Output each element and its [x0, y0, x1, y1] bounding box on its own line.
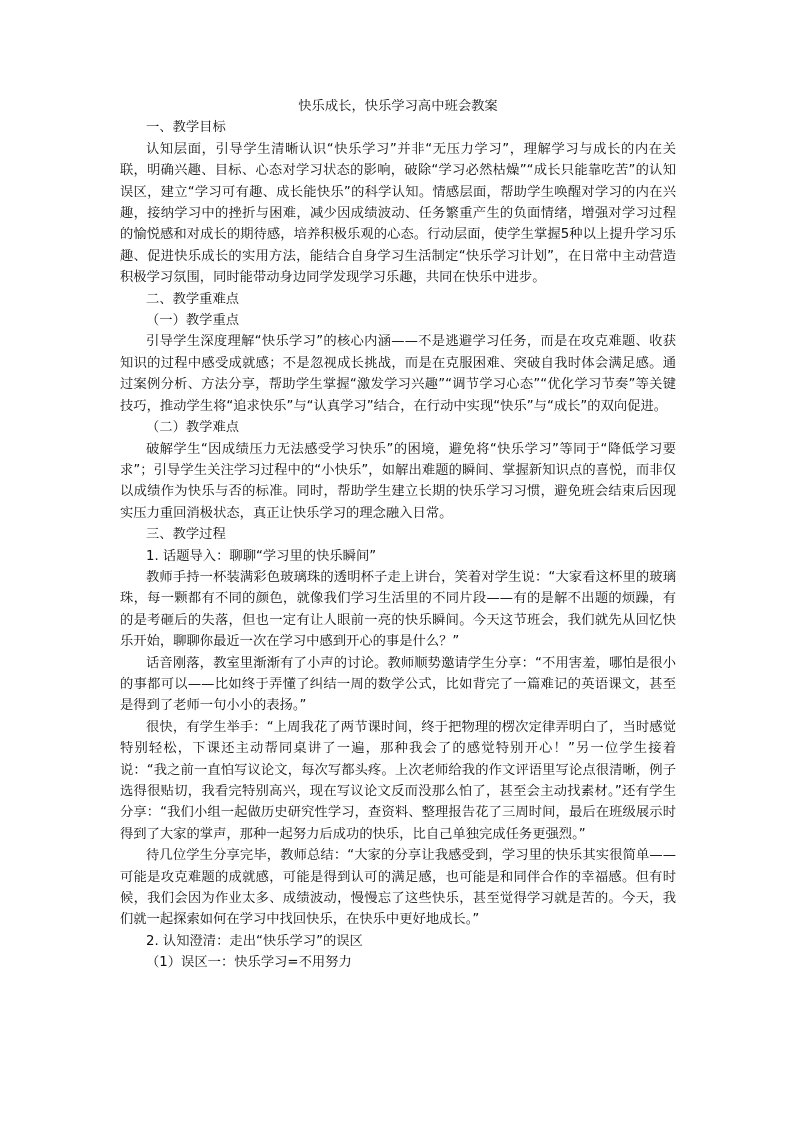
section-heading-key-points: 二、教学重难点 [146, 291, 240, 307]
paragraph-objectives: 认知层面，引导学生清晰认识“快乐学习”并非“无压力学习”，理解学习与成长的内在关联，明确兴趣、目标、心态对学习状态的影响，破除“学习必然枯燥”“成长只能靠吃苦”的认知误区，建立“学习可有趣、成长能快乐”的科学认知。情感层面，帮助学生唤醒对学习的内在兴趣，接纳学习中的挫折与困难，减少因成绩波动、任务繁重产生的负面情绪，增强对学习过程的愉悦感和对成长的期待感，培养积极乐观的心态。行动层面，使学生掌握5种以上提升学习乐趣、促进快乐成长的实用方法，能结合自身学习生活制定“快乐学习计划”，在日常中主动营造积极学习氛围，同时能带动身边同学发现学习乐趣，共同在快乐中进步。 [120, 141, 676, 286]
section-heading-process: 三、教学过程 [146, 527, 226, 543]
paragraph-student-sharing: 很快，有学生举手：“上周我花了两节课时间，终于把物理的楞次定律弄明白了，当时感觉特别轻松，下课还主动帮同桌讲了一遍，那种我会了的感觉特别开心！”另一位学生接着说：“我之前一直怕写议论文，每次写都头疼。上次老师给我的作文评语里写论点很清晰，例子选得很贴切，我看完特别高兴，现在写议论文反而没那么怕了，甚至会主动找素材。”还有学生分享：“我们小组一起做历史研究性学习，查资料、整理报告花了三周时间，最后在班级展示时得到了大家的掌声，那种一起努力后成功的快乐，比自己单独完成任务更强烈。” [120, 719, 676, 842]
step-heading-misconceptions: 2. 认知澄清：走出“快乐学习”的误区 [146, 933, 363, 949]
document-title: 快乐成长，快乐学习高中班会教案 [298, 99, 498, 114]
paragraph-discussion: 话音刚落，教室里渐渐有了小声的讨论。教师顺势邀请学生分享：“不用害羞，哪怕是很小的事都可以——比如终于弄懂了纠结一周的数学公式，比如背完了一篇难记的英语课文，甚至是得到了老师一句小小的表扬。” [120, 655, 676, 714]
document-page [120, 96, 676, 974]
section-heading-objectives: 一、教学目标 [146, 120, 226, 136]
paragraph-difficulty: 破解学生“因成绩压力无法感受学习快乐”的困境，避免将“快乐学习”等同于“降低学习要求”；引导学生关注学习过程中的“小快乐”，如解出难题的瞬间、掌握新知识点的喜悦，而非仅以成绩作为快乐与否的标准。同时，帮助学生建立长期的快乐学习习惯，避免班会结束后因现实压力重回消极状态，真正让快乐学习的理念融入日常。 [120, 441, 676, 521]
step-heading-intro: 1. 话题导入：聊聊“学习里的快乐瞬间” [146, 548, 377, 564]
subheading-difficulty: （二）教学难点 [146, 420, 240, 436]
subheading-key-point: （一）教学重点 [146, 313, 240, 329]
paragraph-key-point: 引导学生深度理解“快乐学习”的核心内涵——不是逃避学习任务，而是在攻克难题、收获知识的过程中感受成就感；不是忽视成长挑战，而是在克服困难、突破自我时体会满足感。通过案例分析、方法分享，帮助学生掌握“激发学习兴趣”“调节学习心态”“优化学习节奏”等关键技巧，推动学生将“追求快乐”与“认真学习”结合，在行动中实现“快乐”与“成长”的双向促进。 [120, 334, 676, 414]
paragraph-teacher-intro: 教师手持一杯装满彩色玻璃珠的透明杯子走上讲台，笑着对学生说：“大家看这杯里的玻璃珠，每一颗都有不同的颜色，就像我们学习生活里的不同片段——有的是解不出题的烦躁，有的是考砸后的失落，但也一定有让人眼前一亮的快乐瞬间。今天这节班会，我们就先从回忆快乐开始，聊聊你最近一次在学习中感到开心的事是什么？” [120, 569, 676, 650]
paragraph-teacher-summary: 待几位学生分享完毕，教师总结：“大家的分享让我感受到，学习里的快乐其实很简单——可能是攻克难题的成就感，可能是得到认可的满足感，也可能是和同伴合作的幸福感。但有时候，我们会因为作业太多、成绩波动，慢慢忘了这些快乐，甚至觉得学习就是苦的。今天，我们就一起探索如何在学习中找回快乐，在快乐中更好地成长。” [120, 848, 676, 928]
subheading-misconception-one: （1）误区一：快乐学习=不用努力 [146, 955, 352, 971]
